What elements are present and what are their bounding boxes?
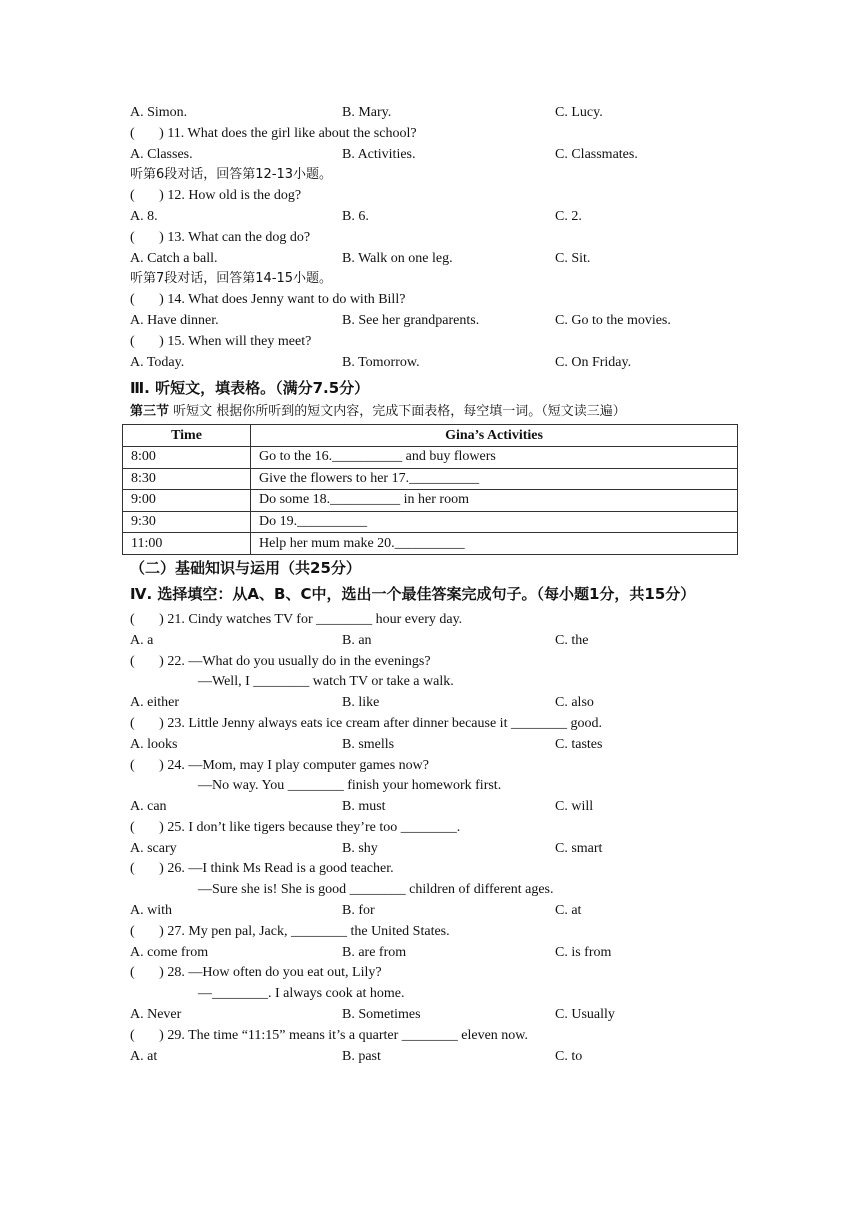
option-c: C. also [555, 695, 594, 711]
dialog-6-instruction: 听第6段对话，回答第12-13小题。 [130, 167, 333, 183]
option-a: A. looks [130, 736, 178, 752]
section-4-title: Ⅳ. 选择填空：从A、B、C中，选出一个最佳答案完成句子。（每小题1分，共15分） [130, 584, 696, 603]
option-b: B. 6. [342, 208, 369, 224]
time-cell: 8:00 [123, 446, 251, 468]
option-a: A. a [130, 632, 154, 648]
option-a: A. Never [130, 1007, 182, 1023]
option-b: B. an [342, 632, 372, 648]
table-row [123, 533, 738, 555]
q29-options [130, 1047, 742, 1068]
q11-options [130, 145, 742, 166]
option-c: C. Usually [555, 1007, 615, 1023]
option-b: B. past [342, 1048, 381, 1064]
question-26: ( ) 26. —I think Ms Read is a good teacher. [130, 861, 394, 877]
question-21: ( ) 21. Cindy watches TV for ________ hour every day. [130, 611, 463, 627]
option-a: A. Today. [130, 354, 185, 370]
option-c: C. Sit. [555, 250, 591, 266]
option-a: A. Catch a ball. [130, 250, 218, 266]
q21-options [130, 631, 742, 652]
time-cell: 9:00 [123, 490, 251, 512]
option-a: A. scary [130, 840, 177, 856]
section-3-instruction-text: 听短文 根据你所听到的短文内容，完成下面表格，每空填一词。（短文读三遍） [169, 404, 626, 420]
option-b: B. Activities. [342, 146, 416, 162]
option-b: B. must [342, 799, 386, 815]
q28-options [130, 1005, 742, 1026]
q27-options [130, 943, 742, 964]
table-row [123, 511, 738, 533]
question-14: ( ) 14. What does Jenny want to do with Bill? [130, 292, 406, 308]
table-row [123, 446, 738, 468]
option-c: C. is from [555, 944, 612, 960]
question-13: ( ) 13. What can the dog do? [130, 229, 311, 245]
table-header-time: Time [123, 425, 251, 447]
question-23: ( ) 23. Little Jenny always eats ice cream after dinner because it ________ good. [130, 715, 602, 731]
question-22: ( ) 22. —What do you usually do in the evenings? [130, 653, 431, 669]
option-b: B. shy [342, 840, 378, 856]
option-c: C. smart [555, 840, 603, 856]
question-15: ( ) 15. When will they meet? [130, 333, 312, 349]
option-a: A. at [130, 1048, 158, 1064]
dialog-7-instruction: 听第7段对话，回答第14-15小题。 [130, 271, 333, 287]
option-a: A. with [130, 903, 172, 919]
option-b: B. are from [342, 944, 407, 960]
q12-options [130, 207, 742, 228]
question-26-reply: —Sure she is! She is good ________ children of different ages. [198, 882, 554, 898]
q13-options [130, 249, 742, 270]
option-c: C. Classmates. [555, 146, 638, 162]
option-b: B. Walk on one leg. [342, 250, 453, 266]
option-c: C. to [555, 1048, 583, 1064]
option-c: C. tastes [555, 736, 603, 752]
option-a: A. either [130, 695, 179, 711]
question-25: ( ) 25. I don’t like tigers because they’re too ________. [130, 819, 461, 835]
table-header-activities: Gina’s Activities [251, 425, 738, 447]
q25-options [130, 839, 742, 860]
option-b: B. Mary. [342, 105, 392, 120]
activity-cell: Do some 18.__________ in her room [251, 490, 738, 512]
section-3-instruction [130, 401, 742, 423]
question-24: ( ) 24. —Mom, may I play computer games now? [130, 757, 429, 773]
question-12: ( ) 12. How old is the dog? [130, 188, 302, 204]
q10-options [130, 103, 742, 124]
q15-options [130, 353, 742, 374]
option-b: B. Sometimes [342, 1007, 421, 1023]
q23-options [130, 735, 742, 756]
q22-options [130, 693, 742, 714]
option-c: C. at [555, 903, 582, 919]
activity-cell: Go to the 16.__________ and buy flowers [251, 446, 738, 468]
activities-table [122, 424, 738, 555]
section-3-label: 第三节 [130, 404, 170, 420]
q26-options [130, 901, 742, 922]
option-b: B. for [342, 903, 375, 919]
option-c: C. will [555, 799, 594, 815]
time-cell: 9:30 [123, 511, 251, 533]
option-a: A. 8. [130, 208, 158, 224]
option-a: A. Simon. [130, 105, 188, 120]
section-3-title: Ⅲ. 听短文，填表格。（满分7.5分） [130, 379, 370, 398]
option-c: C. Go to the movies. [555, 312, 671, 328]
exam-page [130, 103, 742, 1067]
q24-options [130, 797, 742, 818]
question-29: ( ) 29. The time “11:15” means it’s a quarter ________ eleven now. [130, 1027, 528, 1043]
option-c: C. Lucy. [555, 105, 603, 120]
activity-cell: Help her mum make 20.__________ [251, 533, 738, 555]
question-28-reply: —________. I always cook at home. [198, 986, 405, 1002]
table-row [123, 490, 738, 512]
time-cell: 11:00 [123, 533, 251, 555]
question-28: ( ) 28. —How often do you eat out, Lily? [130, 965, 382, 981]
option-c: C. On Friday. [555, 354, 632, 370]
option-c: C. 2. [555, 208, 582, 224]
question-27: ( ) 27. My pen pal, Jack, ________ the United States. [130, 923, 450, 939]
q14-options [130, 311, 742, 332]
question-11: ( ) 11. What does the girl like about the school? [130, 125, 417, 141]
question-24-reply: —No way. You ________ finish your homework first. [198, 778, 502, 794]
question-22-reply: —Well, I ________ watch TV or take a walk. [198, 674, 454, 690]
option-a: A. come from [130, 944, 209, 960]
option-a: A. can [130, 799, 167, 815]
table-header-row [123, 425, 738, 447]
time-cell: 8:30 [123, 468, 251, 490]
section-2-title: （二）基础知识与运用（共25分） [130, 558, 361, 577]
activity-cell: Give the flowers to her 17.__________ [251, 468, 738, 490]
option-a: A. Have dinner. [130, 312, 219, 328]
option-b: B. Tomorrow. [342, 354, 420, 370]
option-b: B. smells [342, 736, 395, 752]
activity-cell: Do 19.__________ [251, 511, 738, 533]
option-a: A. Classes. [130, 146, 193, 162]
table-row [123, 468, 738, 490]
option-b: B. like [342, 695, 380, 711]
option-c: C. the [555, 632, 589, 648]
option-b: B. See her grandparents. [342, 312, 480, 328]
